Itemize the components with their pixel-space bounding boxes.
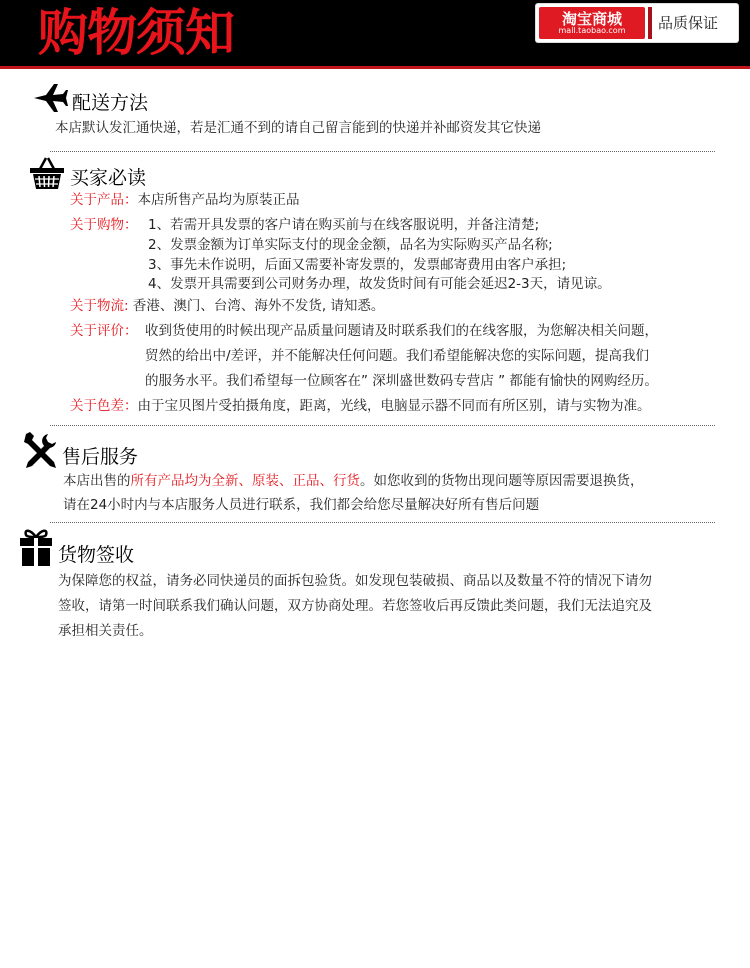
signing-line-3: 承担相关责任。 [58, 623, 153, 639]
header-underline [0, 66, 750, 69]
aftersale-line-1 [63, 472, 644, 490]
gift-box-icon [18, 527, 54, 567]
review-line-1: 收到货使用的时候出现产品质量问题请及时联系我们的在线客服，为您解决相关问题， [145, 323, 658, 339]
section-divider [50, 151, 715, 152]
signing-title: 货物签收 [58, 544, 135, 566]
logistics-label: 关于物流: [70, 298, 129, 314]
shipping-title: 配送方法 [72, 92, 149, 114]
buyer-must-read-title: 买家必读 [70, 167, 147, 189]
aftersale-line-1-start: 本店出售的 [63, 473, 131, 489]
shipping-text: 本店默认发汇通快递，若是汇通不到的请自己留言能到的快递并补邮资发其它快递 [55, 120, 541, 136]
product-label: 关于产品： [70, 192, 138, 208]
header-banner [0, 0, 750, 66]
logistics-text: 香港、澳门、台湾、海外不发货, 请知悉。 [128, 298, 385, 314]
section-divider [50, 425, 715, 426]
purchase-label: 关于购物： [70, 217, 138, 233]
purchase-item-4: 4、发票开具需要到公司财务办理，故发货时间有可能会延迟2-3天，请见谅。 [148, 276, 611, 292]
review-label: 关于评价： [70, 323, 138, 339]
aftersale-highlight: 所有产品均为全新、原装、正品、行货 [130, 473, 360, 489]
tmall-logo [539, 7, 645, 39]
wrench-screwdriver-icon [20, 430, 60, 470]
signing-line-2: 签收，请第一时间联系我们确认问题，双方协商处理。若您签收后再反馈此类问题，我们无法追究及 [58, 598, 652, 614]
badge-separator [648, 7, 652, 39]
tmall-quality-badge[interactable] [536, 4, 738, 42]
color-diff-row [70, 397, 651, 415]
airplane-icon [32, 82, 68, 114]
aftersale-title: 售后服务 [62, 446, 139, 468]
tmall-logo-text: 淘宝商城 [561, 10, 622, 28]
purchase-item-2: 2、发票金额为订单实际支付的现金金额，品名为实际购买产品名称; [148, 237, 553, 253]
review-line-2: 贸然的给出中/差评，并不能解决任何问题。我们希望能解决您的实际问题，提高我们 [145, 348, 650, 364]
purchase-item-3: 3、事先未作说明，后面又需要补寄发票的，发票邮寄费用由客户承担; [148, 257, 567, 273]
review-line-3: 的服务水平。我们希望每一位顾客在” 深圳盛世数码专营店 ” 都能有愉快的网购经历。 [145, 373, 658, 389]
aftersale-line-2: 请在24小时内与本店服务人员进行联系，我们都会给您尽量解决好所有售后问题 [63, 497, 540, 513]
tmall-logo-url: mall.taobao.com [558, 26, 626, 35]
product-text: 本店所售产品均为原装正品 [137, 192, 300, 208]
color-diff-label: 关于色差： [70, 398, 138, 414]
logistics-row [70, 297, 384, 315]
color-diff-text: 由于宝贝图片受拍摄角度，距离，光线，电脑显示器不同而有所区别，请与实物为准。 [137, 398, 651, 414]
shopping-basket-icon [28, 155, 66, 191]
purchase-item-1: 1、若需开具发票的客户请在购买前与在线客服说明，并备注清楚; [148, 217, 540, 233]
signing-line-1: 为保障您的权益，请务必同快递员的面拆包验货。如发现包装破损、商品以及数量不符的情况下请勿 [58, 573, 652, 589]
quality-guarantee-text: 品质保证 [658, 14, 719, 32]
section-divider [50, 522, 715, 523]
page-title: 购物须知 [38, 4, 234, 62]
aftersale-line-1-end: 。如您收到的货物出现问题等原因需要退换货， [360, 473, 644, 489]
product-row [70, 191, 300, 209]
